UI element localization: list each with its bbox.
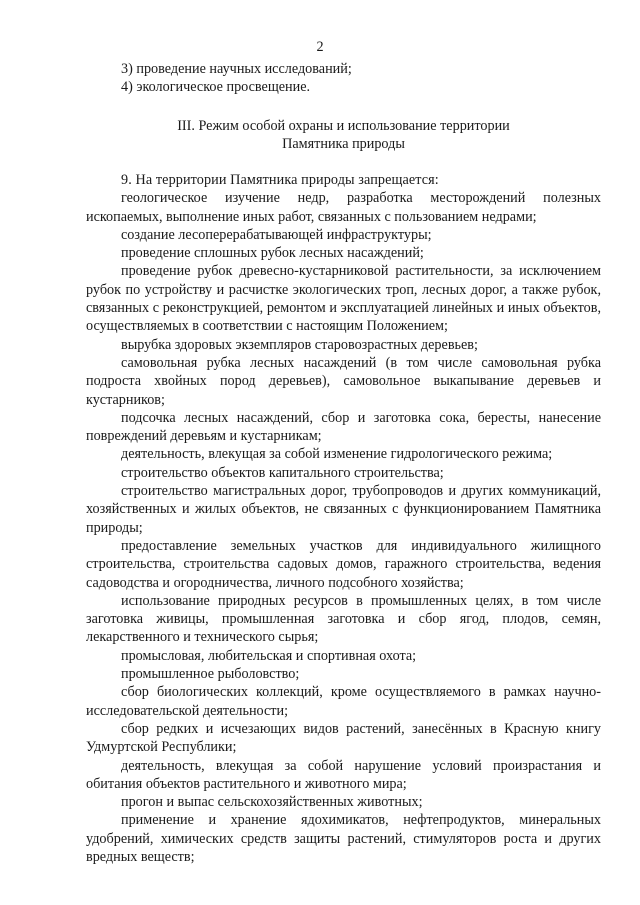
prohibited-item: предоставление земельных участков для индивидуального жилищного строительства, строительства садовых домов, гаражного строительства, ведения садоводства и огородничества, личного подсобного хозяйства; [86, 537, 601, 591]
prohibited-item: промысловая, любительская и спортивная охота; [121, 647, 417, 664]
prohibited-item: подсочка лесных насаждений, сбор и заготовка сока, бересты, нанесение повреждений деревьям и кустарникам; [86, 409, 601, 445]
section-heading [86, 117, 601, 154]
prohibited-item: прогон и выпас сельскохозяйственных животных; [121, 794, 423, 811]
prohibited-item: вырубка здоровых экземпляров старовозрастных деревьев; [121, 336, 478, 353]
prohibited-item: создание лесоперерабатывающей инфраструктуры; [121, 226, 432, 243]
prohibited-item: проведение рубок древесно-кустарниковой растительности, за исключением рубок по устройству и расчистке экологических троп, лесных дорог, а также рубок, связанных с реконструкцией, ремонтом и эксплуатацией линейных и иных объектов, осуществляемых в соответствии с настоящим Положением; [86, 263, 601, 335]
prohibited-item: деятельность, влекущая за собой нарушение условий произрастания и обитания объектов растительного и животного мира; [86, 757, 601, 792]
prohibited-item: строительство магистральных дорог, трубопроводов и других коммуникаций, хозяйственных и жилых объектов, не связанных с функционированием Памятника природы; [86, 483, 601, 536]
prohibited-item: самовольная рубка лесных насаждений (в том числе самовольная рубка подроста хвойных пород деревьев), самовольное выкапывание деревьев и кустарников; [86, 354, 601, 408]
section-heading-line: III. Режим особой охраны и использование территории [177, 118, 510, 134]
section-heading-line: Памятника природы [282, 136, 405, 153]
prohibitions-section [86, 171, 601, 866]
page-number: 2 [316, 39, 324, 55]
intro-list [121, 60, 601, 97]
intro-item: 4) экологическое просвещение. [121, 79, 311, 96]
prohibited-item: геологическое изучение недр, разработка месторождений полезных ископаемых, выполнение иных работ, связанных с пользованием недрами; [86, 190, 601, 225]
prohibited-item: использование природных ресурсов в промышленных целях, в том числе заготовка живицы, промышленная заготовка и сбор ягод, плодов, семян, лекарственного и технического сырья; [86, 592, 601, 646]
prohibited-item: проведение сплошных рубок лесных насаждений; [121, 245, 424, 262]
prohibited-item: деятельность, влекущая за собой изменение гидрологического режима; [121, 446, 553, 463]
lead-paragraph: 9. На территории Памятника природы запрещается: [121, 172, 439, 188]
prohibited-item: строительство объектов капитального строительства; [121, 464, 444, 481]
prohibited-item: промышленное рыболовство; [121, 666, 300, 683]
prohibited-item: сбор биологических коллекций, кроме осуществляемого в рамках научно-исследовательской деятельности; [86, 684, 601, 719]
prohibited-item: сбор редких и исчезающих видов растений, занесённых в Красную книгу Удмуртской Республики; [86, 720, 601, 756]
intro-item: 3) проведение научных исследований; [121, 61, 352, 77]
prohibited-item: применение и хранение ядохимикатов, нефтепродуктов, минеральных удобрений, химических средств защиты растений, стимуляторов роста и других вредных веществ; [86, 812, 601, 865]
